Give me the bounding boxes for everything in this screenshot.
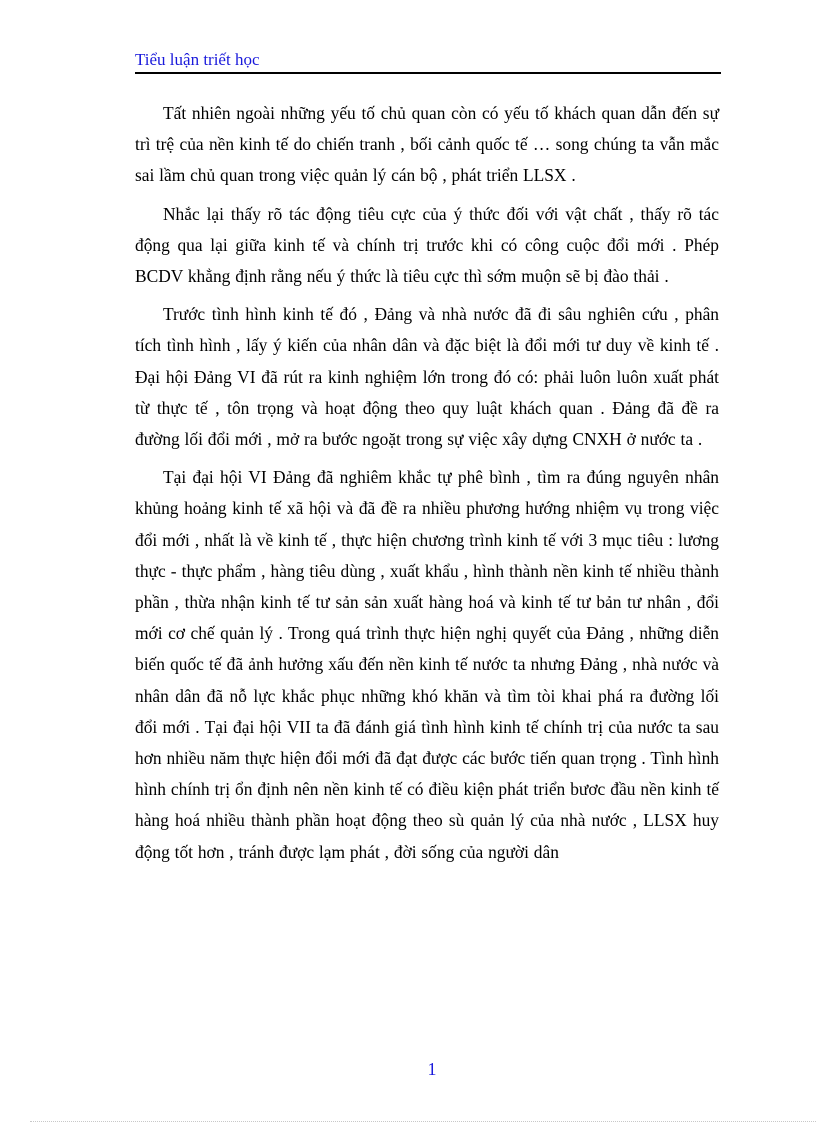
- paragraph: Tại đại hội VI Đảng đã nghiêm khắc tự phê bình , tìm ra đúng nguyên nhân khủng hoảng kinh tế xã hội và đã đề ra nhiều phương hướng nhiệm vụ trong việc đổi mới , nhất là về kinh tế , thực hiện chương trình kinh tế với 3 mục tiêu : lương thực - thực phẩm , hàng tiêu dùng , xuất khẩu , hình thành nền kinh tế nhiều thành phần , thừa nhận kinh tế tư sản sản xuất hàng hoá và kinh tế tư bản tư nhân , đổi mới cơ chế quản lý . Trong quá trình thực hiện nghị quyết của Đảng , những diễn biến quốc tế đã ảnh hưởng xấu đến nền kinh tế nước ta nhưng Đảng , nhà nước và nhân dân đã nỗ lực khắc phục những khó khăn và tìm tòi khai phá ra đường lối đổi mới . Tại đại hội VII ta đã đánh giá tình hình kinh tế chính trị của nước ta sau hơn nhiều năm thực hiện đổi mới đã đạt được các bước tiến quan trọng . Tình hình hình chính trị ổn định nên nền kinh tế có điều kiện phát triển bươc đầu nền kinh tế hàng hoá nhiều thành phần hoạt động theo sù quản lý của nhà nước , LLSX huy động tốt hơn , tránh được lạm phát , đời sống của người dân: [135, 467, 719, 862]
- page-number: 1: [427, 1059, 437, 1079]
- header-title: Tiểu luận triết học: [135, 50, 260, 69]
- page-break-divider: [30, 1121, 816, 1122]
- paragraph: Tất nhiên ngoài những yếu tố chủ quan còn có yếu tố khách quan dẫn đến sự trì trệ của nền kinh tế do chiến tranh , bối cảnh quốc tế … song chúng ta vẫn mắc sai lầm chủ quan trong việc quản lý cán bộ , phát triển LLSX .: [135, 103, 719, 186]
- paragraph: Trước tình hình kinh tế đó , Đảng và nhà nước đã đi sâu nghiên cứu , phân tích tình hình , lấy ý kiến của nhân dân và đặc biệt là đổi mới tư duy về kinh tế . Đại hội Đảng VI đã rút ra kinh nghiệm lớn trong đó có: phải luôn luôn xuất phát từ thực tế , tôn trọng và hoạt động theo quy luật khách quan . Đảng đã đề ra đường lối đổi mới , mở ra bước ngoặt trong sự việc xây dựng CNXH ở nước ta .: [135, 304, 719, 450]
- page-header: [135, 48, 721, 74]
- body-text: [135, 98, 719, 875]
- paragraph: Nhắc lại thấy rõ tác động tiêu cực của ý thức đối với vật chất , thấy rõ tác động qua lại giữa kinh tế và chính trị trước khi có công cuộc đổi mới . Phép BCDV khẳng định rằng nếu ý thức là tiêu cực thì sớm muộn sẽ bị đào thải .: [135, 203, 719, 287]
